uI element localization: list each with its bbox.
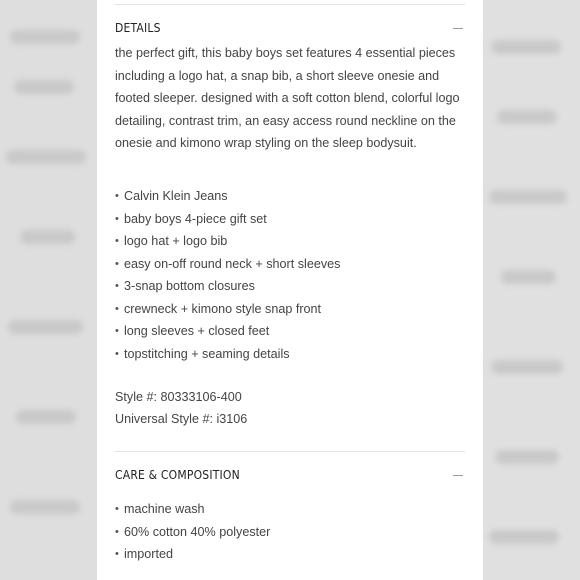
list-item-text: easy on-off round neck + short sleeves	[124, 256, 341, 271]
blurred-background-right	[483, 0, 580, 580]
universal-style-number: Universal Style #: i3106	[115, 412, 248, 426]
blurred-background-left	[0, 0, 97, 580]
bullet-dot-icon: •	[115, 503, 119, 515]
top-divider	[115, 4, 465, 5]
bullet-dot-icon: •	[115, 525, 119, 538]
list-item	[115, 343, 465, 366]
list-item	[115, 320, 465, 343]
care-title: CARE & COMPOSITION	[115, 468, 240, 482]
details-description: the perfect gift, this baby boys set features 4 essential pieces including a logo hat, a snap bib, a short sleeve onesie and footed sleeper. designed with a soft cotton blend, colorful logo detailing, contrast trim, an easy access round neckline on the onesie and kimono wrap styling on the sleep bodysuit.	[115, 46, 460, 151]
list-item	[115, 253, 465, 276]
list-item-text: imported	[124, 547, 173, 561]
style-number: Style #: 80333106-400	[115, 390, 242, 404]
list-item-text: logo hat + logo bib	[124, 234, 228, 248]
list-item-text: long sleeves + closed feet	[124, 324, 270, 338]
list-item	[115, 543, 465, 566]
list-item	[115, 298, 465, 321]
care-accordion-header[interactable]	[115, 465, 465, 485]
product-info-panel	[97, 0, 483, 580]
details-feature-list	[115, 185, 465, 365]
list-item-text: crewneck + kimono style snap front	[124, 301, 322, 316]
care-list	[115, 498, 465, 566]
bullet-dot-icon: •	[115, 302, 119, 315]
list-item-text: machine wash	[124, 502, 205, 516]
list-item-text: Calvin Klein Jeans	[124, 189, 228, 203]
section-divider	[115, 451, 465, 452]
list-item	[115, 185, 465, 208]
minus-icon[interactable]	[453, 28, 463, 29]
list-item	[115, 498, 465, 521]
list-item	[115, 230, 465, 253]
list-item-text: baby boys 4-piece gift set	[124, 211, 267, 226]
list-item	[115, 208, 465, 231]
list-item-text: 60% cotton 40% polyester	[124, 524, 271, 539]
bullet-dot-icon: •	[115, 257, 119, 270]
bullet-dot-icon: •	[115, 548, 119, 560]
bullet-dot-icon: •	[115, 235, 119, 247]
bullet-dot-icon: •	[115, 280, 119, 292]
details-accordion-header[interactable]	[115, 18, 465, 38]
bullet-dot-icon: •	[115, 190, 119, 202]
list-item-text: topstitching + seaming details	[124, 346, 290, 361]
minus-icon[interactable]	[453, 475, 463, 476]
list-item	[115, 521, 465, 544]
bullet-dot-icon: •	[115, 212, 119, 225]
list-item-text: 3-snap bottom closures	[124, 279, 255, 293]
details-title: DETAILS	[115, 21, 161, 35]
bullet-dot-icon: •	[115, 325, 119, 337]
bullet-dot-icon: •	[115, 347, 119, 360]
list-item	[115, 275, 465, 298]
